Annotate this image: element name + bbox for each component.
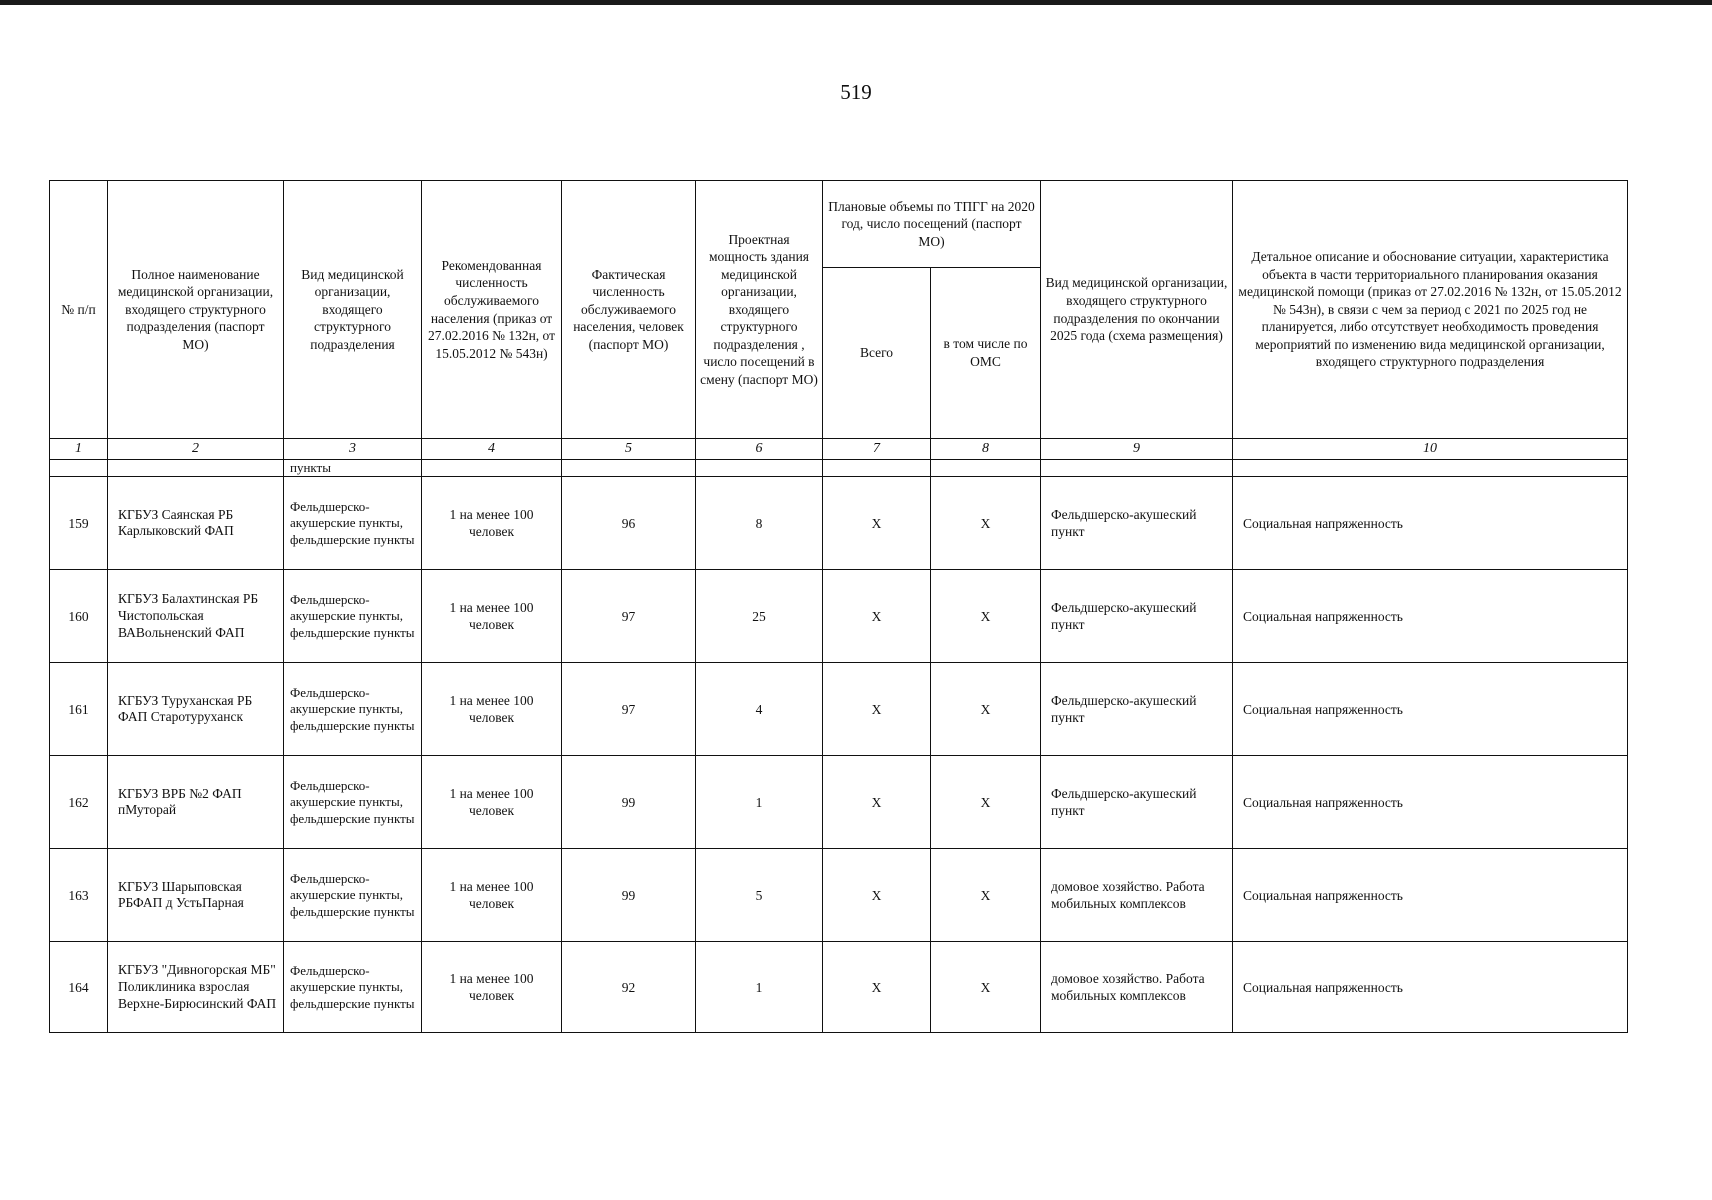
planned-oms: X — [931, 570, 1041, 663]
planned-total: X — [823, 570, 931, 663]
org-name: КГБУЗ "Дивногорская МБ" Поликлиника взрослая Верхне-Бирюсинский ФАП — [108, 942, 284, 1033]
header-capacity: Проектная мощность здания медицинской организации, входящего структурного подразделения , число посещений в смену (паспорт МО) — [696, 181, 823, 439]
actual-population: 99 — [562, 849, 696, 942]
header-planned-oms: в том числе по ОМС — [931, 268, 1041, 439]
column-number: 6 — [696, 439, 823, 460]
planned-total: X — [823, 942, 931, 1033]
design-capacity: 25 — [696, 570, 823, 663]
row-number: 162 — [50, 756, 108, 849]
org-name: КГБУЗ Туруханская РБ ФАП Старотуруханск — [108, 663, 284, 756]
table-row — [50, 663, 1628, 756]
description: Социальная напряженность — [1233, 942, 1628, 1033]
actual-population: 96 — [562, 477, 696, 570]
column-number: 1 — [50, 439, 108, 460]
target-kind: Фельдшерско-акушеский пункт — [1041, 756, 1233, 849]
description: Социальная напряженность — [1233, 477, 1628, 570]
continuation-cell — [50, 460, 108, 477]
planned-total: X — [823, 477, 931, 570]
actual-population: 92 — [562, 942, 696, 1033]
header-planned-group: Плановые объемы по ТПГГ на 2020 год, число посещений (паспорт МО) — [823, 181, 1041, 268]
column-number: 5 — [562, 439, 696, 460]
org-kind: Фельдшерско-акушерские пункты, фельдшерские пункты — [284, 849, 422, 942]
description: Социальная напряженность — [1233, 849, 1628, 942]
planned-oms: X — [931, 942, 1041, 1033]
planned-total: X — [823, 756, 931, 849]
actual-population: 99 — [562, 756, 696, 849]
column-number: 4 — [422, 439, 562, 460]
org-kind: Фельдшерско-акушерские пункты, фельдшерские пункты — [284, 756, 422, 849]
scan-top-edge — [0, 0, 1712, 5]
medical-organizations-table — [49, 180, 1628, 1033]
target-kind: домовое хозяйство. Работа мобильных комплексов — [1041, 942, 1233, 1033]
continuation-row — [50, 460, 1628, 477]
header-kind: Вид медицинской организации, входящего структурного подразделения — [284, 181, 422, 439]
header-row — [50, 181, 1628, 268]
continuation-text: пункты — [284, 460, 422, 477]
continuation-cell — [1041, 460, 1233, 477]
planned-oms: X — [931, 849, 1041, 942]
row-number: 159 — [50, 477, 108, 570]
actual-population: 97 — [562, 570, 696, 663]
org-name: КГБУЗ Шарыповская РБФАП д УстьПарная — [108, 849, 284, 942]
continuation-cell — [422, 460, 562, 477]
recommended-population: 1 на менее 100 человек — [422, 570, 562, 663]
continuation-cell — [696, 460, 823, 477]
planned-total: X — [823, 663, 931, 756]
design-capacity: 4 — [696, 663, 823, 756]
recommended-population: 1 на менее 100 человек — [422, 756, 562, 849]
column-number: 2 — [108, 439, 284, 460]
header-planned-total: Всего — [823, 268, 931, 439]
target-kind: домовое хозяйство. Работа мобильных комплексов — [1041, 849, 1233, 942]
recommended-population: 1 на менее 100 человек — [422, 942, 562, 1033]
recommended-population: 1 на менее 100 человек — [422, 477, 562, 570]
continuation-cell — [1233, 460, 1628, 477]
org-name: КГБУЗ Балахтинская РБ Чистопольская ВАВольненский ФАП — [108, 570, 284, 663]
column-number: 8 — [931, 439, 1041, 460]
column-number: 9 — [1041, 439, 1233, 460]
target-kind: Фельдшерско-акушеский пункт — [1041, 570, 1233, 663]
page-number: 519 — [840, 80, 872, 104]
table-row — [50, 477, 1628, 570]
column-number-row — [50, 439, 1628, 460]
header-description: Детальное описание и обоснование ситуации, характеристика объекта в части территориального планирования оказания медицинской помощи (приказ от 27.02.2016 № 132н, от 15.05.2012 № 543н), в связи с чем за период с 2021 по 2025 год не планируется, либо отсутствует необходимость проведения мероприятий по изменению вида медицинской организации, входящего структурного подразделения — [1233, 181, 1628, 439]
design-capacity: 1 — [696, 756, 823, 849]
table-row — [50, 570, 1628, 663]
continuation-cell — [931, 460, 1041, 477]
continuation-cell — [108, 460, 284, 477]
recommended-population: 1 на менее 100 человек — [422, 849, 562, 942]
planned-oms: X — [931, 477, 1041, 570]
planned-oms: X — [931, 663, 1041, 756]
header-target-kind: Вид медицинской организации, входящего структурного подразделения по окончании 2025 года (схема размещения) — [1041, 181, 1233, 439]
table-row — [50, 849, 1628, 942]
row-number: 164 — [50, 942, 108, 1033]
header-actual: Фактическая численность обслуживаемого населения, человек (паспорт МО) — [562, 181, 696, 439]
design-capacity: 1 — [696, 942, 823, 1033]
org-kind: Фельдшерско-акушерские пункты, фельдшерские пункты — [284, 942, 422, 1033]
org-name: КГБУЗ ВРБ №2 ФАП пМуторай — [108, 756, 284, 849]
column-number: 10 — [1233, 439, 1628, 460]
org-kind: Фельдшерско-акушерские пункты, фельдшерские пункты — [284, 570, 422, 663]
target-kind: Фельдшерско-акушеский пункт — [1041, 663, 1233, 756]
table-row — [50, 942, 1628, 1033]
header-no: № п/п — [50, 181, 108, 439]
org-kind: Фельдшерско-акушерские пункты, фельдшерские пункты — [284, 477, 422, 570]
design-capacity: 8 — [696, 477, 823, 570]
row-number: 163 — [50, 849, 108, 942]
description: Социальная напряженность — [1233, 570, 1628, 663]
description: Социальная напряженность — [1233, 756, 1628, 849]
planned-total: X — [823, 849, 931, 942]
table-row — [50, 756, 1628, 849]
org-kind: Фельдшерско-акушерские пункты, фельдшерские пункты — [284, 663, 422, 756]
row-number: 161 — [50, 663, 108, 756]
target-kind: Фельдшерско-акушеский пункт — [1041, 477, 1233, 570]
row-number: 160 — [50, 570, 108, 663]
header-recommended: Рекомендованная численность обслуживаемого населения (приказ от 27.02.2016 № 132н, от 15.05.2012 № 543н) — [422, 181, 562, 439]
recommended-population: 1 на менее 100 человек — [422, 663, 562, 756]
continuation-cell — [823, 460, 931, 477]
planned-oms: X — [931, 756, 1041, 849]
header-full-name: Полное наименование медицинской организации, входящего структурного подразделения (паспорт МО) — [108, 181, 284, 439]
actual-population: 97 — [562, 663, 696, 756]
column-number: 3 — [284, 439, 422, 460]
continuation-cell — [562, 460, 696, 477]
org-name: КГБУЗ Саянская РБ Карлыковский ФАП — [108, 477, 284, 570]
column-number: 7 — [823, 439, 931, 460]
design-capacity: 5 — [696, 849, 823, 942]
description: Социальная напряженность — [1233, 663, 1628, 756]
